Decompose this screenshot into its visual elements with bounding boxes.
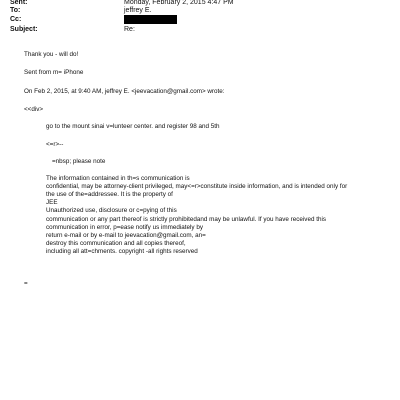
sent-label: Sent: — [10, 0, 28, 6]
disclaimer-line: Unauthorized use, disclosure or c=pying of this — [46, 207, 177, 214]
disclaimer-line: The information contained in th=s communication is — [46, 175, 190, 182]
signature-text: Sent from m= iPhone — [24, 69, 84, 76]
to-value: jeffrey E. — [124, 7, 152, 14]
br-tag: <=r>-- — [46, 141, 64, 148]
disclaimer-line: including all att=chments. copyright -all rights reserved — [46, 248, 198, 255]
disclaimer-line: communication in error, p=ease notify us immediately by — [46, 224, 203, 231]
disclaimer-line: confidential, may be attorney-client privileged, may<=r>constitute inside information, and is intended only for — [46, 183, 348, 190]
sent-value: Monday, February 2, 2015 4:47 PM — [124, 0, 234, 6]
trailing-char: = — [24, 280, 28, 287]
to-label: To: — [10, 7, 21, 14]
subject-label: Subject: — [10, 26, 38, 33]
cc-label: Cc: — [10, 16, 22, 23]
redaction-box — [124, 15, 177, 24]
reply-text: Thank you - will do! — [24, 51, 79, 58]
div-tag: <<div> — [24, 106, 44, 113]
disclaimer-line: return e-mail or by e-mail to jeevacation@gmail.com, an= — [46, 232, 206, 239]
please-note: =nbsp; please note — [52, 158, 106, 165]
quote-intro: On Feb 2, 2015, at 9:40 AM, jeffrey E. <jeevacation@gmail.com> wrote: — [24, 88, 225, 95]
disclaimer-line: JEE — [46, 199, 58, 206]
subject-value: Re: — [124, 26, 135, 33]
instruction-text: go to the mount sinai v=lunteer center. and register 98 and 5th — [46, 123, 220, 130]
disclaimer-line: communication or any part thereof is strictly prohibitedand may be unlawful. If you have received this — [46, 216, 327, 223]
disclaimer-line: destroy this communication and all copies thereof, — [46, 240, 186, 247]
disclaimer-line: the use of the=addressee. It is the property of — [46, 191, 173, 198]
